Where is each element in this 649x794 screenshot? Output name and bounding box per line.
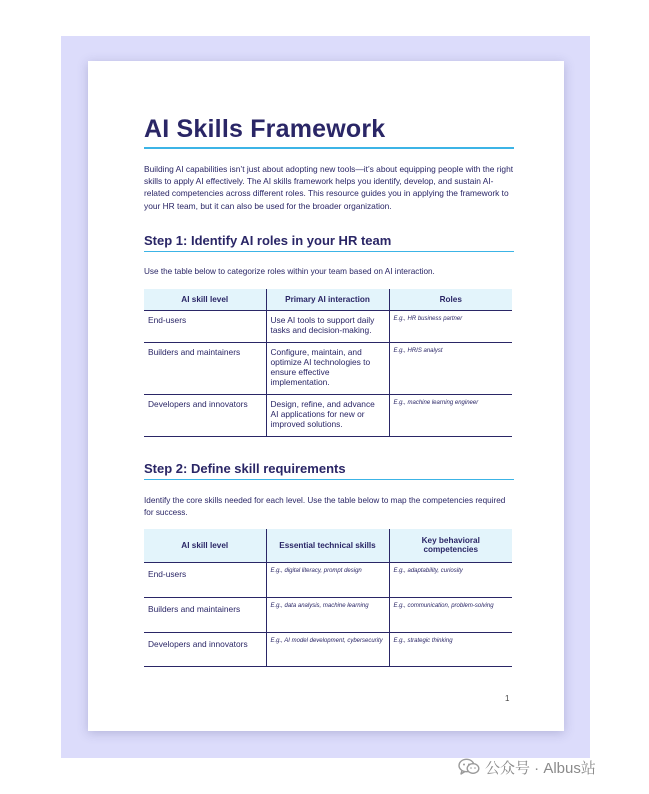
table-row: [144, 394, 512, 436]
table-row: [144, 342, 512, 394]
column-header: Primary AI interaction: [266, 289, 389, 310]
wechat-icon: [458, 758, 480, 776]
technical-skills-cell: E.g., AI model development, cybersecurity: [266, 632, 389, 666]
column-header: Key behavioral competencies: [389, 529, 512, 562]
behavioral-competencies-cell: E.g., communication, problem-solving: [389, 597, 512, 632]
column-header: AI skill level: [144, 289, 266, 310]
watermark: [458, 755, 596, 779]
table-header-row: [144, 289, 512, 310]
skill-level-cell: End-users: [144, 310, 266, 342]
skill-level-cell: End-users: [144, 562, 266, 597]
interaction-cell: Design, refine, and advance AI applications for new or improved solutions.: [266, 394, 389, 436]
document-page: [88, 61, 564, 731]
roles-cell: E.g., HRIS analyst: [389, 342, 512, 394]
step2-description: Identify the core skills needed for each level. Use the table below to map the competencies required for success.: [144, 496, 506, 517]
watermark-text: 公众号 · Albus站: [485, 759, 596, 777]
skill-level-cell: Builders and maintainers: [144, 597, 266, 632]
column-header: Essential technical skills: [266, 529, 389, 562]
table-row: [144, 632, 512, 666]
page-title: AI Skills Framework: [144, 115, 386, 143]
table-header-row: [144, 529, 512, 562]
page-number: 1: [505, 694, 510, 703]
step2-underline: [144, 479, 514, 480]
skills-table: [144, 529, 512, 667]
interaction-cell: Configure, maintain, and optimize AI technologies to ensure effective implementation.: [266, 342, 389, 394]
step1-heading: Step 1: Identify AI roles in your HR team: [144, 233, 392, 248]
title-underline: [144, 147, 514, 149]
technical-skills-cell: E.g., digital literacy, prompt design: [266, 562, 389, 597]
behavioral-competencies-cell: E.g., strategic thinking: [389, 632, 512, 666]
interaction-cell: Use AI tools to support daily tasks and decision-making.: [266, 310, 389, 342]
skill-level-cell: Developers and innovators: [144, 394, 266, 436]
roles-table: [144, 289, 512, 437]
roles-cell: E.g., HR business partner: [389, 310, 512, 342]
roles-cell: E.g., machine learning engineer: [389, 394, 512, 436]
skill-level-cell: Builders and maintainers: [144, 342, 266, 394]
table-row: [144, 562, 512, 597]
skill-level-cell: Developers and innovators: [144, 632, 266, 666]
behavioral-competencies-cell: E.g., adaptability, curiosity: [389, 562, 512, 597]
step2-heading: Step 2: Define skill requirements: [144, 461, 346, 476]
step1-underline: [144, 251, 514, 252]
table-row: [144, 597, 512, 632]
step1-description: Use the table below to categorize roles within your team based on AI interaction.: [144, 267, 435, 276]
intro-paragraph: Building AI capabilities isn’t just about adopting new tools—it’s about equipping people with the right skills to apply AI effectively. The AI skills framework helps you identify, develop, and sustain AI-related competencies across different roles. This resource guides you in applying the framework to your HR team, but it can also be used for the broader organization.: [144, 164, 514, 211]
column-header: AI skill level: [144, 529, 266, 562]
table-row: [144, 310, 512, 342]
technical-skills-cell: E.g., data analysis, machine learning: [266, 597, 389, 632]
column-header: Roles: [389, 289, 512, 310]
